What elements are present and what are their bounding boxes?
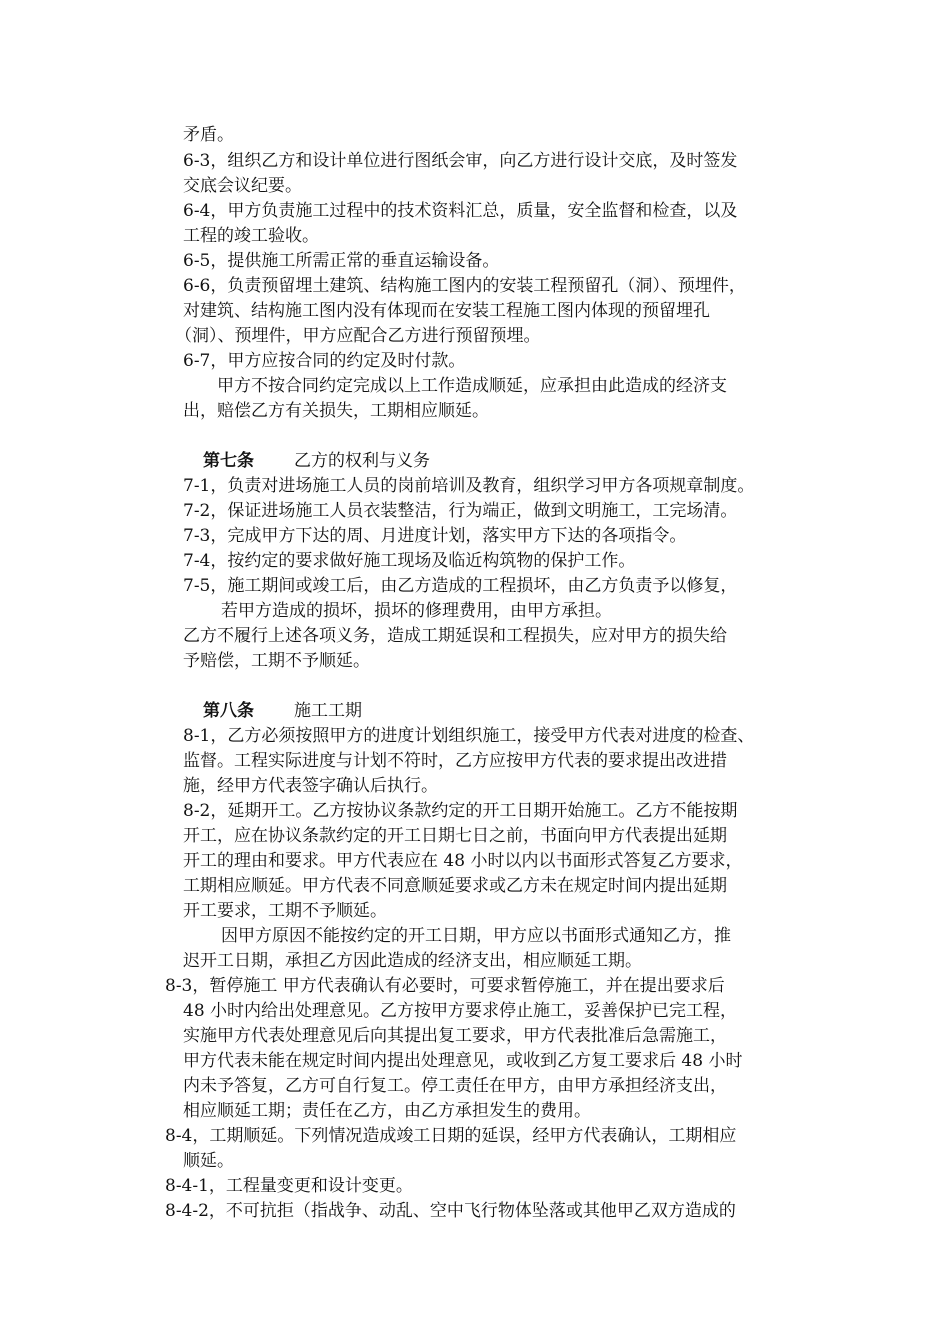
clause-8-4: 8-4，工期顺延。下列情况造成竣工日期的延误，经甲方代表确认，工期相应 bbox=[165, 1126, 737, 1146]
clause-7-4: 7-4，按约定的要求做好施工现场及临近构筑物的保护工作。 bbox=[183, 551, 636, 571]
text-line: 出，赔偿乙方有关损失，工期相应顺延。 bbox=[183, 401, 489, 421]
text-line: 相应顺延工期；责任在乙方，由乙方承担发生的费用。 bbox=[183, 1101, 591, 1121]
clause-8-2: 8-2，延期开工。乙方按协议条款约定的开工日期开始施工。乙方不能按期 bbox=[183, 801, 738, 821]
text-line: 施，经甲方代表签字确认后执行。 bbox=[183, 776, 438, 796]
text-line: 乙方不履行上述各项义务，造成工期延误和工程损失，应对甲方的损失给 bbox=[183, 626, 727, 646]
clause-6-4: 6-4，甲方负责施工过程中的技术资料汇总，质量，安全监督和检查，以及 bbox=[183, 201, 738, 221]
text-line: （洞）、预埋件，甲方应配合乙方进行预留预埋。 bbox=[175, 326, 541, 346]
clause-8-3: 8-3，暂停施工 甲方代表确认有必要时，可要求暂停施工，并在提出要求后 bbox=[165, 976, 725, 996]
clause-7-2: 7-2，保证进场施工人员衣装整洁，行为端正，做到文明施工，工完场清。 bbox=[183, 501, 738, 521]
clause-6-7: 6-7，甲方应按合同的约定及时付款。 bbox=[183, 351, 466, 371]
text-line: 顺延。 bbox=[183, 1151, 234, 1171]
text-line: 实施甲方代表处理意见后向其提出复工要求，甲方代表批准后急需施工， bbox=[183, 1026, 727, 1046]
text-line: 予赔偿，工期不予顺延。 bbox=[183, 651, 370, 671]
text-line: 若甲方造成的损坏，损坏的修理费用，由甲方承担。 bbox=[221, 601, 612, 621]
text-line: 工期相应顺延。甲方代表不同意顺延要求或乙方未在规定时间内提出延期 bbox=[183, 876, 727, 896]
clause-7-3: 7-3，完成甲方下达的周、月进度计划，落实甲方下达的各项指令。 bbox=[183, 526, 687, 546]
article-7-number: 第七条 bbox=[203, 451, 254, 471]
clause-6-3: 6-3，组织乙方和设计单位进行图纸会审，向乙方进行设计交底，及时签发 bbox=[183, 151, 738, 171]
clause-8-1: 8-1，乙方必须按照甲方的进度计划组织施工，接受甲方代表对进度的检查、 bbox=[183, 726, 755, 746]
article-7-title: 乙方的权利与义务 bbox=[294, 451, 430, 471]
text-line: 内未予答复，乙方可自行复工。停工责任在甲方，由甲方承担经济支出， bbox=[183, 1076, 727, 1096]
text-line: 工程的竣工验收。 bbox=[183, 226, 319, 246]
text-line: 48 小时内给出处理意见。乙方按甲方要求停止施工，妥善保护已完工程， bbox=[183, 1001, 738, 1021]
text-line: 对建筑、结构施工图内没有体现而在安装工程施工图内体现的预留埋孔 bbox=[183, 301, 710, 321]
text-line: 因甲方原因不能按约定的开工日期，甲方应以书面形式通知乙方，推 bbox=[221, 926, 731, 946]
clause-8-4-2: 8-4-2，不可抗拒（指战争、动乱、空中飞行物体坠落或其他甲乙双方造成的 bbox=[165, 1201, 736, 1221]
text-line: 开工，应在协议条款约定的开工日期七日之前，书面向甲方代表提出延期 bbox=[183, 826, 727, 846]
clause-7-1: 7-1，负责对进场施工人员的岗前培训及教育，组织学习甲方各项规章制度。 bbox=[183, 476, 755, 496]
text-line: 开工的理由和要求。甲方代表应在 48 小时以内以书面形式答复乙方要求， bbox=[183, 851, 743, 871]
clause-7-5: 7-5，施工期间或竣工后，由乙方造成的工程损坏，由乙方负责予以修复， bbox=[183, 576, 738, 596]
clause-8-4-1: 8-4-1，工程量变更和设计变更。 bbox=[165, 1176, 413, 1196]
text-line: 甲方代表未能在规定时间内提出处理意见，或收到乙方复工要求后 48 小时 bbox=[183, 1051, 743, 1071]
text-line: 甲方不按合同约定完成以上工作造成顺延，应承担由此造成的经济支 bbox=[217, 376, 727, 396]
text-line: 交底会议纪要。 bbox=[183, 176, 302, 196]
clause-6-5: 6-5，提供施工所需正常的垂直运输设备。 bbox=[183, 251, 500, 271]
article-8-title: 施工工期 bbox=[294, 701, 362, 721]
article-8-heading bbox=[203, 699, 362, 723]
text-line: 监督。工程实际进度与计划不符时，乙方应按甲方代表的要求提出改进措 bbox=[183, 751, 727, 771]
text-line: 开工要求，工期不予顺延。 bbox=[183, 901, 387, 921]
article-7-heading bbox=[203, 449, 430, 473]
clause-6-6: 6-6，负责预留埋土建筑、结构施工图内的安装工程预留孔（洞）、预埋件， bbox=[183, 276, 746, 296]
article-8-number: 第八条 bbox=[203, 701, 254, 721]
text-line: 迟开工日期，承担乙方因此造成的经济支出，相应顺延工期。 bbox=[183, 951, 642, 971]
text-line: 矛盾。 bbox=[183, 125, 234, 145]
